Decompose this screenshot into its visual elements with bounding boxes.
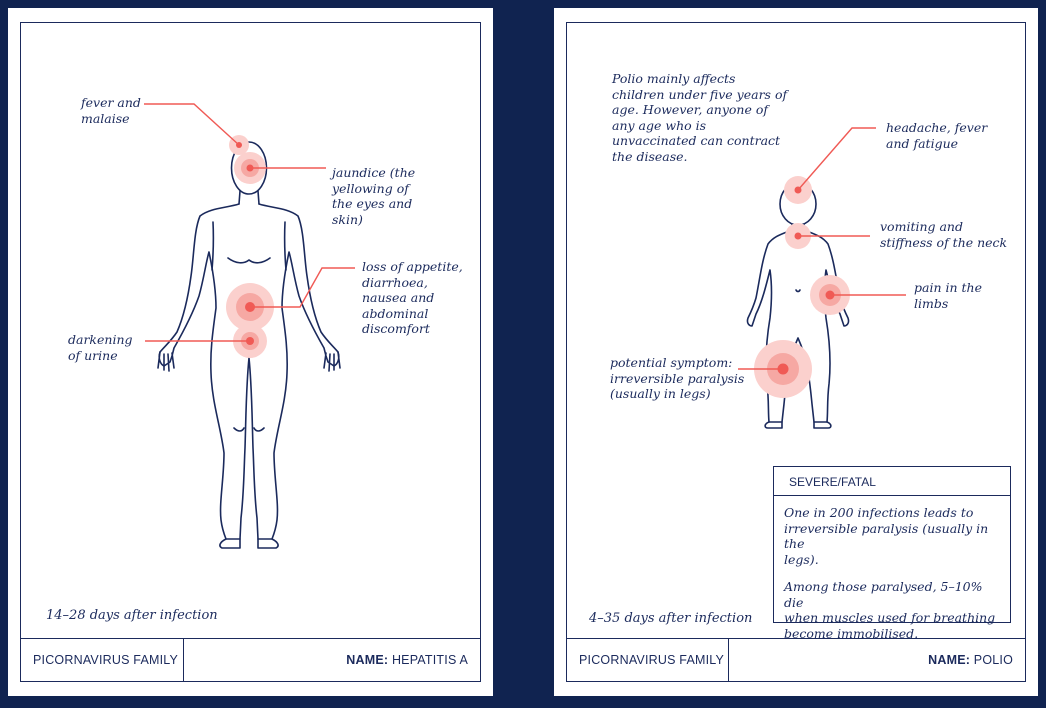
symptom-note-paralysis	[610, 355, 744, 402]
intro-line: Polio mainly affects	[612, 71, 736, 86]
severity-line: Among those paralysed, 5–10% die	[784, 579, 983, 610]
note-line: malaise	[81, 110, 130, 126]
polio-intro-text	[612, 71, 787, 164]
note-line: potential symptom:	[610, 355, 733, 370]
name-value: POLIO	[973, 653, 1013, 667]
name-key: NAME:	[346, 653, 389, 667]
symptom-note-jaundice	[332, 165, 415, 227]
torso-detail	[796, 290, 800, 292]
name-key: NAME:	[928, 653, 971, 667]
note-line: diarrhoea,	[362, 274, 428, 290]
intro-line: any age who is	[612, 117, 707, 133]
polio-card	[554, 8, 1038, 696]
note-line: abdominal	[362, 305, 429, 321]
severity-line: One in 200 infections leads to	[784, 505, 974, 520]
severity-paragraph	[784, 579, 1002, 641]
leader-line-fever	[144, 104, 239, 145]
symptom-note-fever	[81, 95, 141, 126]
note-line: skin)	[332, 211, 363, 227]
note-line: and fatigue	[886, 135, 959, 151]
severity-line: irreversible paralysis (usually in the	[784, 520, 989, 551]
feet-outline	[765, 422, 831, 428]
note-line: stiffness of the neck	[880, 234, 1008, 250]
neck-outline	[239, 191, 259, 204]
note-line: discomfort	[362, 321, 430, 336]
symptom-note-urine	[68, 332, 133, 363]
intro-line: age. However, anyone of	[612, 102, 768, 117]
intro-line: unvaccinated can contract	[612, 133, 781, 148]
virus-name	[184, 653, 480, 667]
note-line: limbs	[914, 295, 949, 311]
symptom-markers	[754, 176, 850, 398]
symptom-note-vomiting	[880, 219, 1007, 250]
note-line: the eyes and	[332, 196, 413, 211]
symptom-note-headache	[886, 120, 987, 151]
virus-name	[729, 653, 1025, 667]
onset-text: 4–35 days after infection	[589, 611, 753, 626]
intro-line: the disease.	[612, 148, 688, 164]
note-line: (usually in legs)	[610, 386, 711, 401]
feet-outline	[220, 539, 278, 548]
virus-family-label: PICORNAVIRUS FAMILY	[567, 639, 729, 681]
onset-text: 14–28 days after infection	[46, 608, 218, 623]
note-line: loss of appetite,	[362, 259, 463, 274]
hepatitis-a-card	[8, 8, 493, 696]
note-line: darkening	[68, 332, 133, 347]
virus-family-label: PICORNAVIRUS FAMILY	[21, 639, 184, 681]
severity-box	[773, 466, 1011, 641]
note-line: yellowing of	[332, 180, 409, 196]
severity-line: become immobilised.	[784, 625, 919, 641]
note-line: fever and	[81, 95, 141, 110]
note-line: irreversible paralysis	[610, 370, 745, 386]
severity-body	[774, 496, 1010, 641]
name-value: HEPATITIS A	[391, 653, 468, 667]
torso-detail	[212, 222, 286, 270]
note-line: jaundice (the	[332, 165, 416, 180]
severity-heading: SEVERE/FATAL	[774, 467, 1010, 496]
note-line: headache, fever	[886, 120, 988, 135]
symptom-note-limbs	[914, 280, 982, 311]
leader-line-headache	[798, 128, 876, 190]
note-line: nausea and	[362, 290, 435, 305]
leg-detail	[234, 428, 264, 431]
severity-line: legs).	[784, 551, 819, 567]
body-outline	[159, 204, 339, 539]
note-line: pain in the	[914, 280, 982, 295]
intro-line: children under five years of	[612, 86, 788, 102]
symptom-note-appetite	[362, 259, 463, 337]
card-footer	[20, 638, 481, 682]
severity-paragraph	[784, 505, 1002, 567]
severity-line: when muscles used for breathing	[784, 610, 996, 625]
card-footer	[566, 638, 1026, 682]
note-line: vomiting and	[880, 219, 963, 234]
note-line: of urine	[68, 347, 118, 363]
